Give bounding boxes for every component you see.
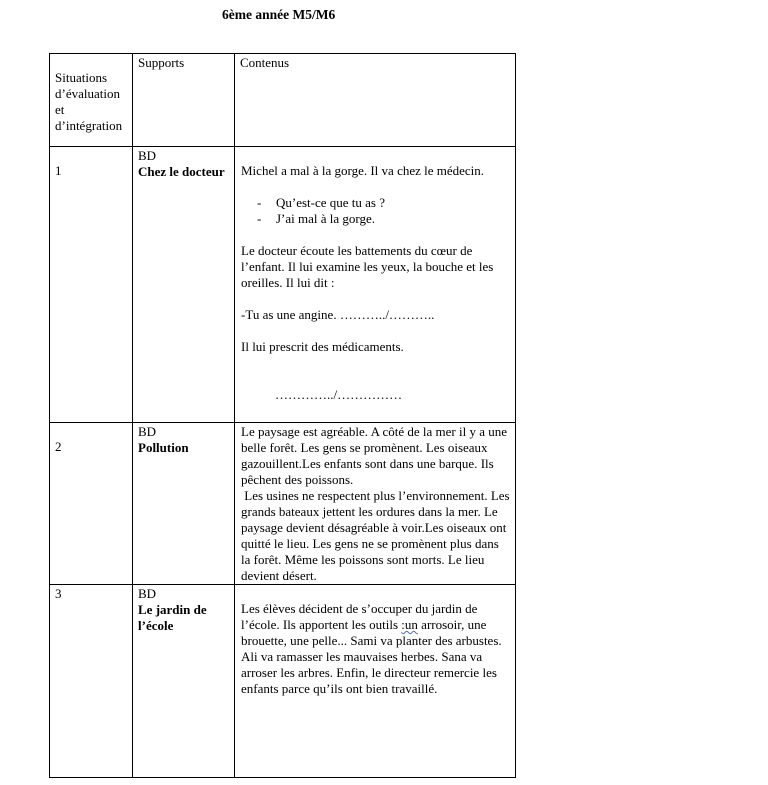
row-1-support-title: Chez le docteur <box>138 164 225 179</box>
row-1-dialog <box>241 195 509 227</box>
row-3-content <box>235 585 516 778</box>
row-3-support <box>133 585 235 778</box>
evaluation-table <box>49 53 516 778</box>
row-2-text-a: Le paysage est agréable. A côté de la mer il y a une belle forêt. Les gens se promènent. Les oiseaux gazouillent.Les enfants sont dans une barque. Ils pêchent des poissons. <box>241 424 508 487</box>
row-3-support-type: BD <box>138 586 157 601</box>
row-1-dialog-line-1: - Qu’est-ce que tu as ? <box>257 195 509 211</box>
row-3-text-part-2: arrosoir, une brouette, une pelle... Sami va planter des arbustes. Ali va ramasser les mauvaises herbes. Sana va arroser les arbres. Enfin, le directeur remercie les enfants parce qu’ils ont bien travaillé. <box>241 617 502 696</box>
row-1-prescription: Il lui prescrit des médicaments. <box>241 339 404 354</box>
row-2-support <box>133 423 235 585</box>
header-situations: Situations d’évaluation et d’intégration <box>50 54 133 147</box>
table-row-2 <box>50 423 516 585</box>
row-1-content <box>235 147 516 423</box>
row-2-content <box>235 423 516 585</box>
row-3-text-part-1: Les élèves décident de s’occuper du jardin de l’école. Ils apportent les outils <box>241 601 478 632</box>
table-header-row <box>50 54 516 147</box>
row-1-line-blank: -Tu as une angine. ………../……….. <box>241 307 435 322</box>
row-3-text <box>241 601 509 697</box>
row-1-intro: Michel a mal à la gorge. Il va chez le médecin. <box>241 163 485 178</box>
row-1-paragraph: Le docteur écoute les battements du cœur de l’enfant. Il lui examine les yeux, la bouche et les oreilles. Il lui dit : <box>241 243 494 290</box>
row-1-dialog-line-2: - J’ai mal à la gorge. <box>257 211 509 227</box>
row-3-flagged-word: :un <box>401 617 418 632</box>
header-supports: Supports <box>133 54 235 147</box>
row-2-number: 2 <box>50 423 133 585</box>
page-title: 6ème année M5/M6 <box>222 7 336 22</box>
row-2-text-b: Les usines ne respectent plus l’environnement. Les grands bateaux jettent les ordures dans la mer. Le paysage devient désagréable à voir.Les oiseaux ont quitté le lieu. Les gens ne se promènent plus dans la forêt. Même les poissons sont morts. Le lieu devient désert. <box>241 488 513 583</box>
row-2-support-type: BD <box>138 424 157 439</box>
row-1-support-type: BD <box>138 148 157 163</box>
row-3-support-title: Le jardin de l’école <box>138 602 207 633</box>
table-row-1 <box>50 147 516 423</box>
row-1-final-blank: …………../…………… <box>275 387 403 402</box>
row-3-number: 3 <box>50 585 133 778</box>
header-contenus: Contenus <box>235 54 516 147</box>
table-row-3 <box>50 585 516 778</box>
row-1-number: 1 <box>50 147 133 423</box>
row-2-support-title: Pollution <box>138 440 189 455</box>
row-1-support <box>133 147 235 423</box>
